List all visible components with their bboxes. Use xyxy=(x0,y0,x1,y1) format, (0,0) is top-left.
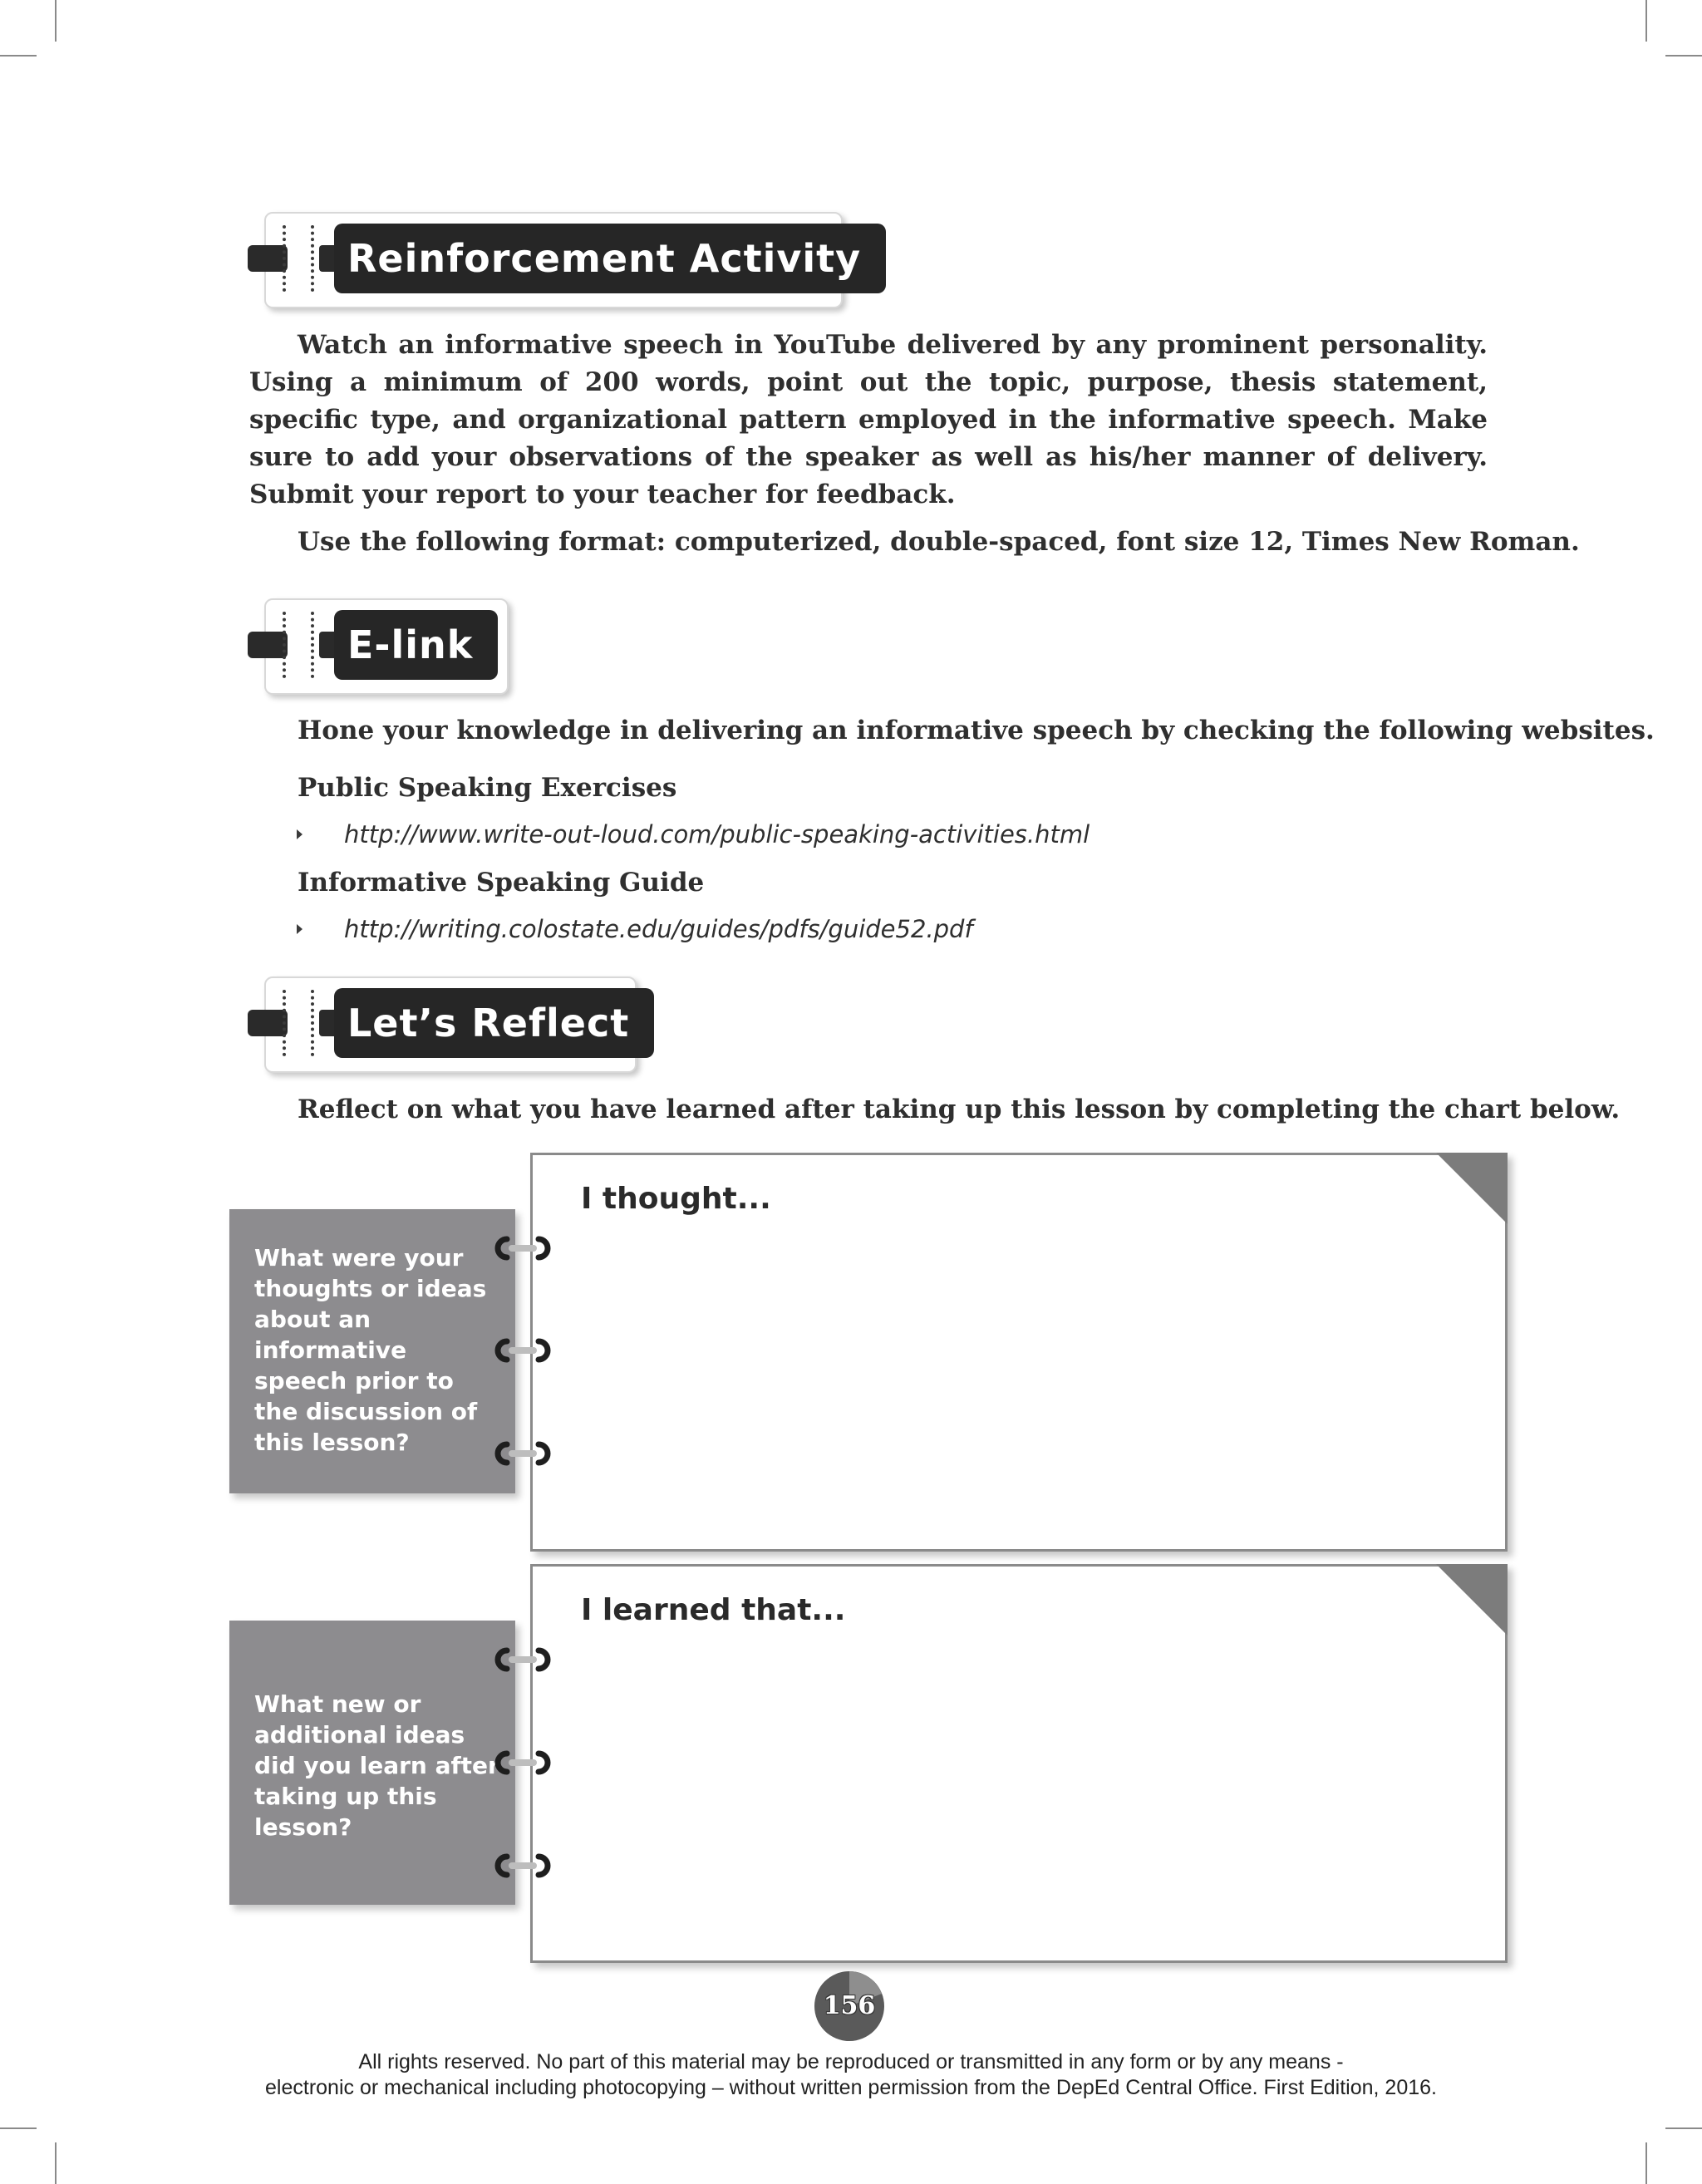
answer-label: I thought... xyxy=(581,1182,771,1216)
crop-mark xyxy=(1645,2142,1647,2184)
answer-label: I learned that... xyxy=(581,1593,846,1627)
link-informative-guide[interactable]: http://writing.colostate.edu/guides/pdfs/guide52.pdf xyxy=(344,915,973,943)
elink-intro: Hone your knowledge in delivering an informative speech by checking the following websites. xyxy=(298,716,1655,745)
bullet-icon xyxy=(297,924,303,934)
link-public-speaking[interactable]: http://www.write-out-loud.com/public-speaking-activities.html xyxy=(344,820,1090,849)
elink-title: E-link xyxy=(334,610,498,680)
page-corner-icon xyxy=(1436,1564,1508,1636)
copyright-line-1: All rights reserved. No part of this material may be reproduced or transmitted in any form or by any means - xyxy=(358,2050,1344,2073)
reflect-intro: Reflect on what you have learned after taking up this lesson by completing the chart below. xyxy=(298,1094,1621,1124)
crop-mark xyxy=(55,2142,57,2184)
binder-ring-icon xyxy=(487,1853,563,1878)
page-number-badge xyxy=(814,1970,885,2042)
binder-ring-icon xyxy=(487,1750,563,1775)
question-box-learned xyxy=(229,1621,515,1905)
section-heading: Informative Speaking Guide xyxy=(298,868,705,898)
crop-mark xyxy=(0,2127,37,2129)
binder-ring-icon xyxy=(487,1338,563,1363)
crop-mark xyxy=(1645,0,1647,42)
copyright-line-2: electronic or mechanical including photocopying – without written permission from the DepEd Central Office. First Edition, 2016. xyxy=(265,2076,1437,2099)
reinforcement-paragraph: Watch an informative speech in YouTube delivered by any prominent personality. Using a minimum of 200 words, point out the topic, purpose, thesis statement, specific type, and organizational pattern employed in the informative speech. Make sure to add your observations of the speaker as well as his/her manner of delivery. Submit your report to your teacher for feedback. xyxy=(249,330,1488,509)
answer-box-learned[interactable] xyxy=(530,1564,1508,1963)
crop-mark xyxy=(1665,2127,1702,2129)
question-box-thought xyxy=(229,1209,515,1493)
answer-box-thought[interactable] xyxy=(530,1153,1508,1552)
question-text: What new or additional ideas did you learn after taking up this lesson? xyxy=(254,1690,499,1841)
reflect-title: Let’s Reflect xyxy=(334,988,654,1058)
crop-mark xyxy=(55,0,57,42)
binder-ring-icon xyxy=(487,1647,563,1672)
reinforcement-title: Reinforcement Activity xyxy=(334,224,886,293)
page-number: 156 xyxy=(823,1991,876,2020)
crop-mark xyxy=(0,55,37,57)
binder-ring-icon xyxy=(487,1441,563,1466)
format-note: Use the following format: computerized, double-spaced, font size 12, Times New Roman. xyxy=(298,527,1580,557)
section-heading: Public Speaking Exercises xyxy=(298,773,677,803)
binder-ring-icon xyxy=(487,1236,563,1261)
bullet-icon xyxy=(297,829,303,839)
crop-mark xyxy=(1665,55,1702,57)
question-text: What were your thoughts or ideas about an informative speech prior to the discussion of this lesson? xyxy=(254,1244,487,1456)
page-corner-icon xyxy=(1436,1153,1508,1224)
